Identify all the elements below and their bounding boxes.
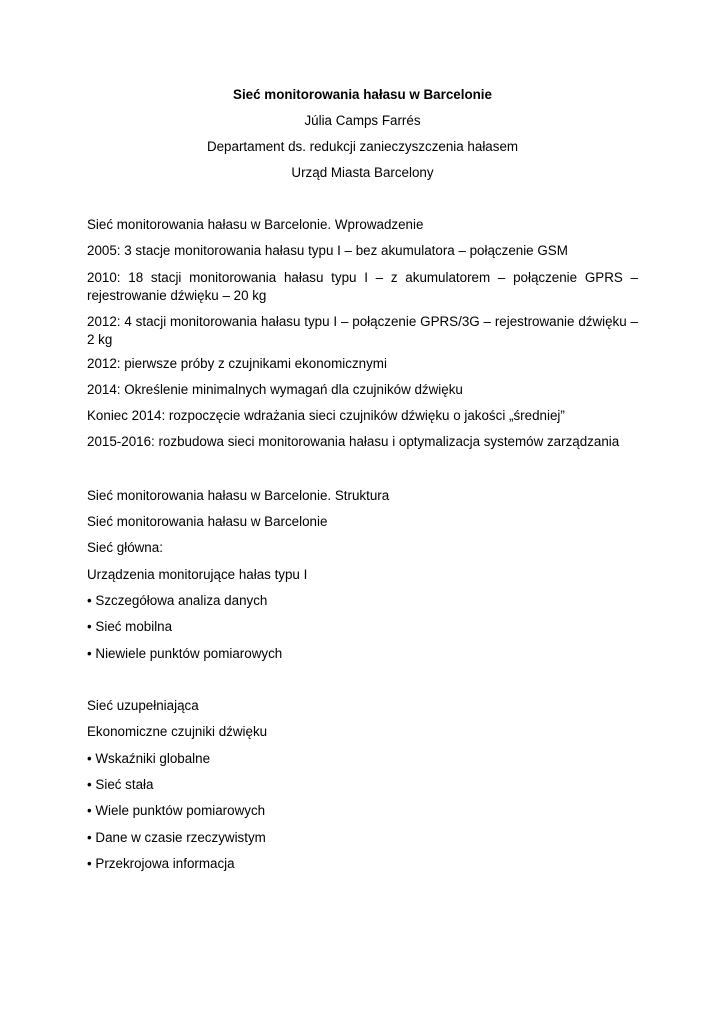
list-item: • Niewiele punktów pomiarowych	[87, 646, 283, 661]
list-item: • Wiele punktów pomiarowych	[87, 803, 266, 818]
intro-heading: Sieć monitorowania hałasu w Barcelonie. Wprowadzenie	[87, 217, 424, 232]
document-title: Sieć monitorowania hałasu w Barcelonie	[233, 87, 492, 102]
list-item: • Dane w czasie rzeczywistym	[87, 830, 266, 845]
document-institution: Urząd Miasta Barcelony	[291, 165, 434, 180]
list-item: • Szczegółowa analiza danych	[87, 593, 268, 608]
intro-item-2015-2016: 2015-2016: rozbudowa sieci monitorowania hałasu i optymalizacja systemów zarządzania	[87, 434, 620, 449]
intro-item-2014: 2014: Określenie minimalnych wymagań dla czujników dźwięku	[87, 382, 463, 397]
supplementary-network-label: Sieć uzupełniająca	[87, 698, 199, 713]
list-item: • Wskaźniki globalne	[87, 751, 211, 766]
list-item: • Sieć stała	[87, 777, 154, 792]
intro-item-2012-trials: 2012: pierwsze próby z czujnikami ekonomicznymi	[87, 356, 387, 371]
supplementary-network-type: Ekonomiczne czujniki dźwięku	[87, 724, 268, 739]
structure-subheading: Sieć monitorowania hałasu w Barcelonie	[87, 514, 328, 529]
document-department: Departament ds. redukcji zanieczyszczenia hałasem	[206, 139, 519, 154]
list-item: • Sieć mobilna	[87, 619, 173, 634]
structure-heading: Sieć monitorowania hałasu w Barcelonie. Struktura	[87, 488, 390, 503]
intro-item-2012-stations: 2012: 4 stacji monitorowania hałasu typu I – połączenie GPRS/3G – rejestrowanie dźwięku – 2 kg	[87, 314, 638, 347]
intro-item-2005: 2005: 3 stacje monitorowania hałasu typu I – bez akumulatora – połączenie GSM	[87, 243, 568, 258]
intro-item-2010: 2010: 18 stacji monitorowania hałasu typu I – z akumulatorem – połączenie GPRS – rejestrowanie dźwięku – 20 kg	[87, 270, 638, 303]
main-network-label: Sieć główna:	[87, 540, 163, 555]
document-author: Júlia Camps Farrés	[304, 113, 421, 128]
intro-item-end-2014: Koniec 2014: rozpoczęcie wdrażania sieci czujników dźwięku o jakości „średniej”	[87, 408, 565, 423]
list-item: • Przekrojowa informacja	[87, 856, 235, 871]
main-network-type: Urządzenia monitorujące hałas typu I	[87, 567, 308, 582]
